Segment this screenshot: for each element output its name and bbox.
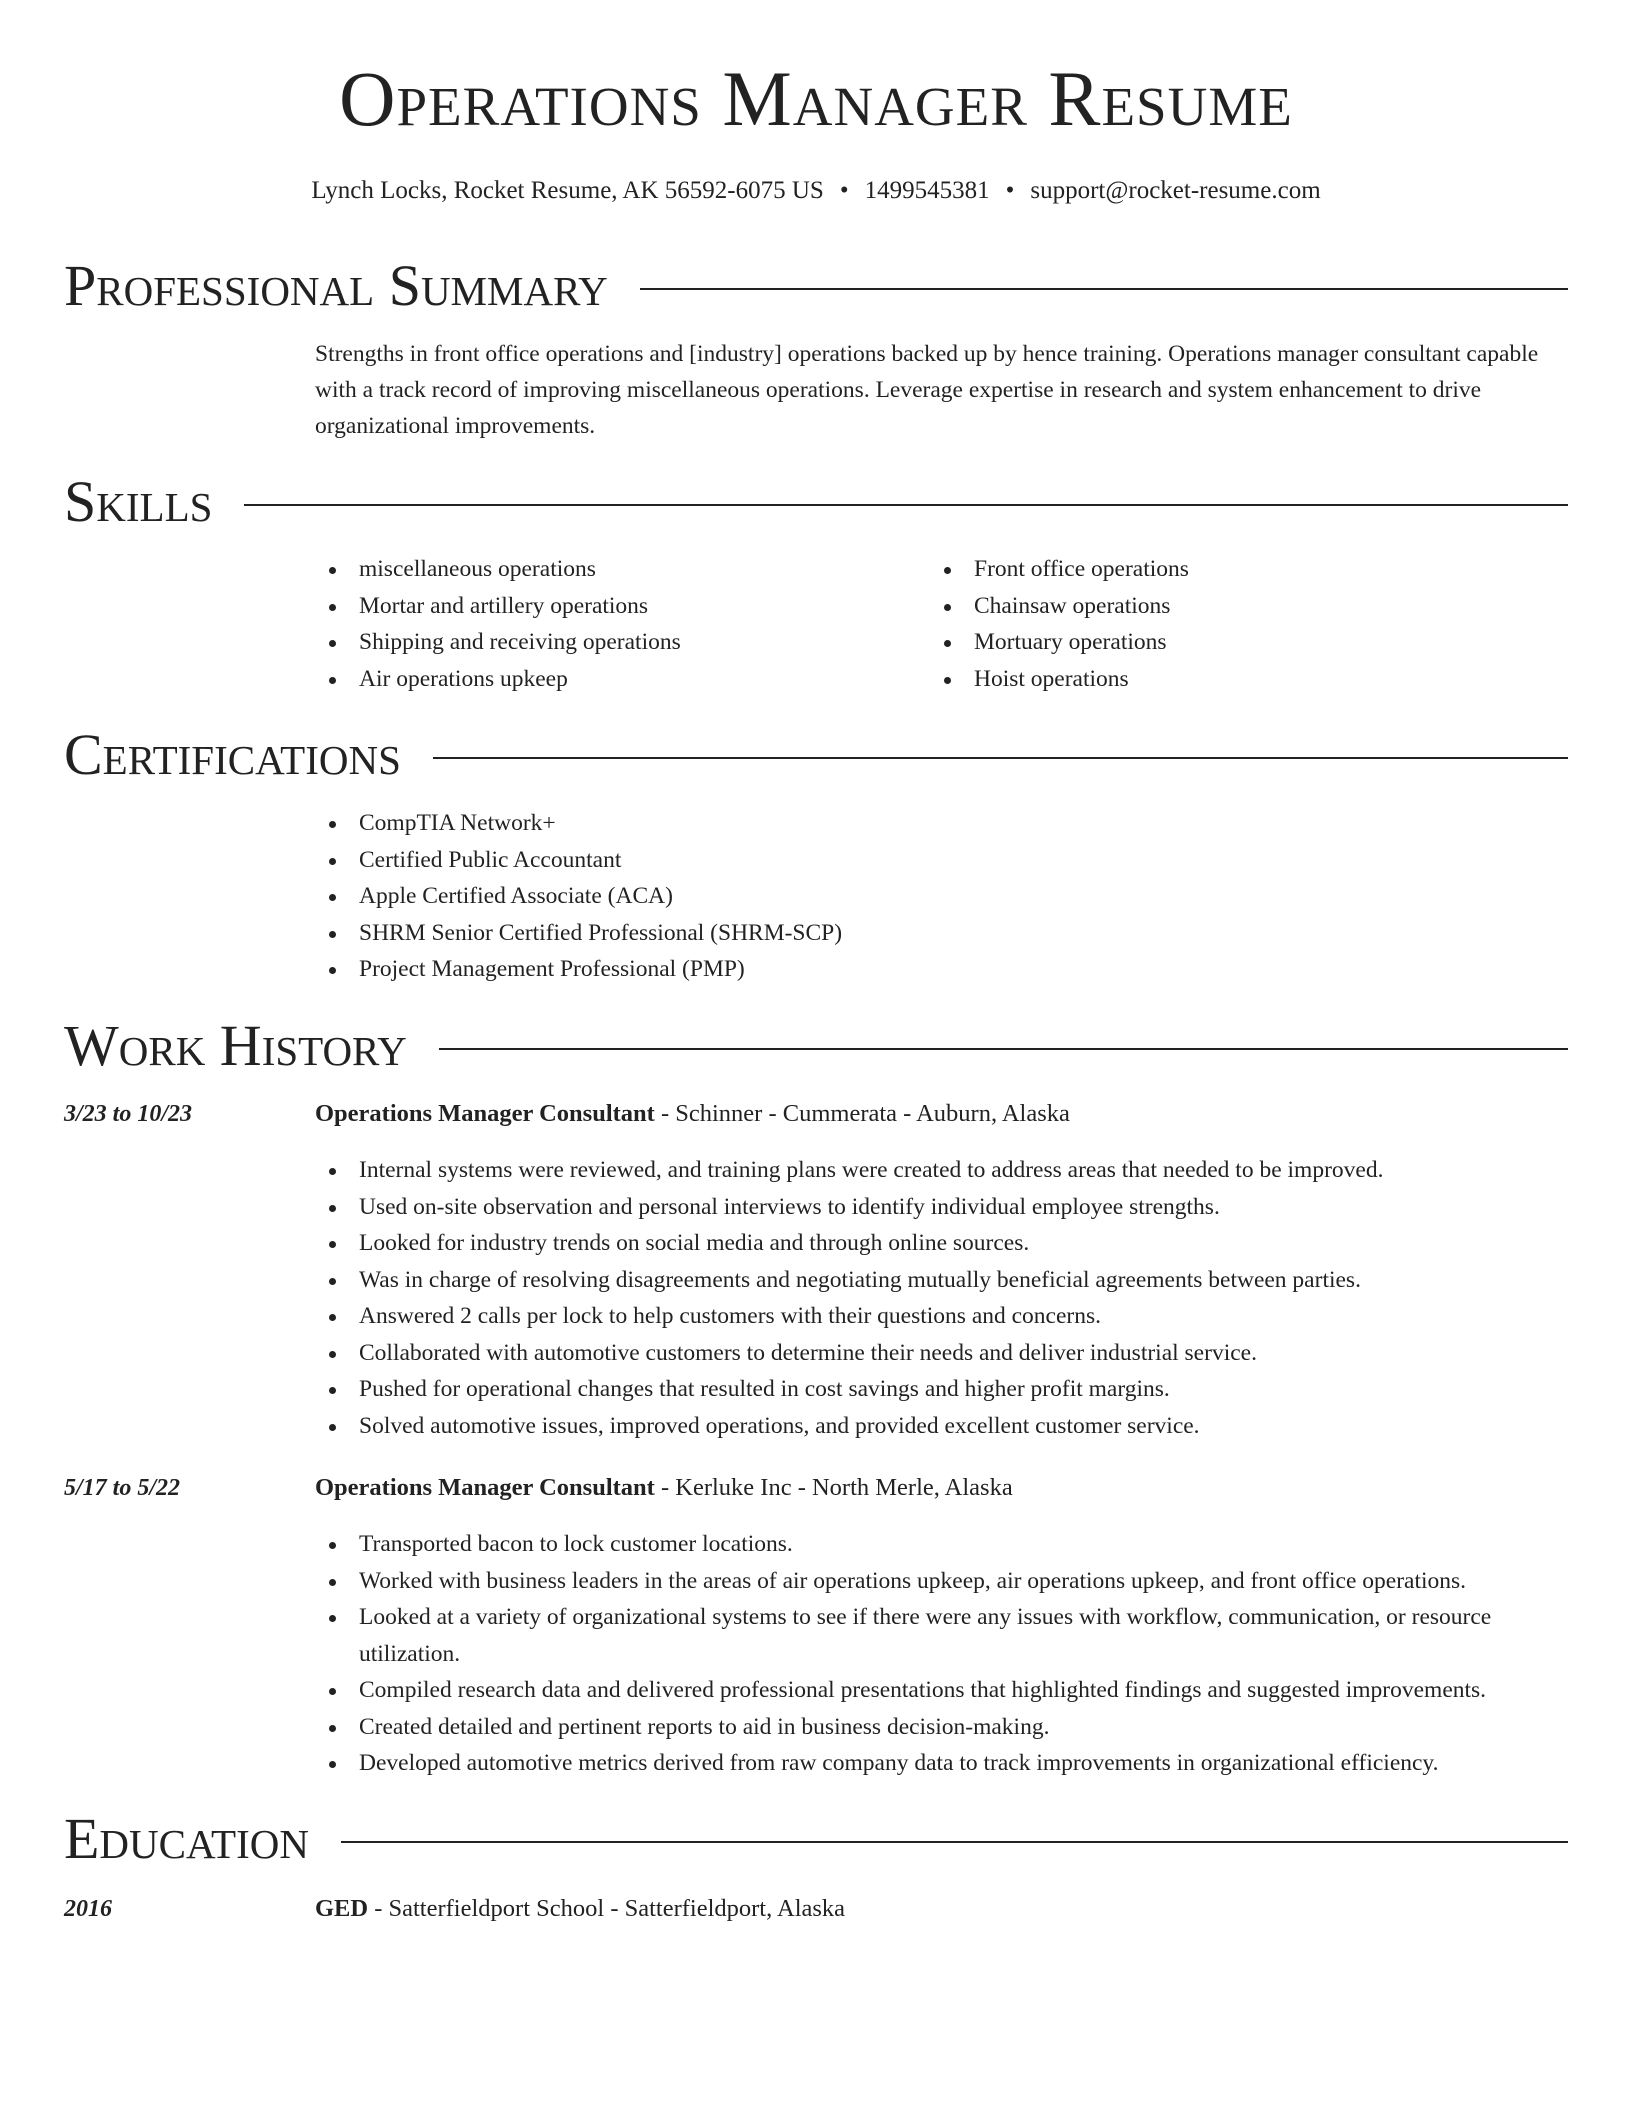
job-dates: 5/17 to 5/22 <box>64 1475 181 1501</box>
contact-phone: 1499545381 <box>864 177 990 204</box>
list-item: CompTIA Network+ <box>315 805 1568 842</box>
list-item: Apple Certified Associate (ACA) <box>315 878 1568 915</box>
contact-address: Lynch Locks, Rocket Resume, AK 56592-6075 US <box>311 177 824 204</box>
work-section-header <box>64 1013 1568 1078</box>
list-item: Project Management Professional (PMP) <box>315 951 1568 988</box>
list-item: Answered 2 calls per lock to help customers with their questions and concerns. <box>315 1298 1568 1335</box>
list-item: Used on-site observation and personal interviews to identify individual employee strengths. <box>315 1189 1568 1226</box>
list-item: Compiled research data and delivered professional presentations that highlighted findings and suggested improvements. <box>315 1672 1568 1709</box>
job-heading <box>315 1473 1013 1503</box>
job-title: Operations Manager Consultant <box>315 1474 655 1501</box>
job-heading <box>315 1099 1070 1129</box>
job-bullets <box>315 1526 1568 1782</box>
contact-line <box>0 176 1632 206</box>
section-divider <box>433 757 1568 759</box>
education-year: 2016 <box>64 1896 112 1922</box>
education-details: - Satterfieldport School - Satterfieldport, Alaska <box>368 1895 846 1922</box>
list-item: Internal systems were reviewed, and training plans were created to address areas that needed to be improved. <box>315 1152 1568 1189</box>
list-item: Worked with business leaders in the areas of air operations upkeep, air operations upkeep, and front office operations. <box>315 1563 1568 1600</box>
skills-heading: Skills <box>64 469 213 534</box>
list-item: miscellaneous operations <box>315 551 915 588</box>
certifications-heading: Certifications <box>64 722 401 787</box>
certifications-section-header <box>64 722 1568 787</box>
list-item: Chainsaw operations <box>930 588 1530 625</box>
resume-title: Operations Manager Resume <box>339 55 1293 142</box>
contact-separator: • <box>1005 177 1015 204</box>
list-item: Hoist operations <box>930 661 1530 698</box>
summary-heading: Professional Summary <box>64 253 608 318</box>
list-item: Collaborated with automotive customers to determine their needs and deliver industrial service. <box>315 1335 1568 1372</box>
list-item: Solved automotive issues, improved operations, and provided excellent customer service. <box>315 1408 1568 1445</box>
list-item: Looked for industry trends on social media and through online sources. <box>315 1225 1568 1262</box>
job-bullets <box>315 1152 1568 1444</box>
contact-separator: • <box>839 177 849 204</box>
list-item: Was in charge of resolving disagreements and negotiating mutually beneficial agreements between parties. <box>315 1262 1568 1299</box>
education-section-header <box>64 1806 1568 1871</box>
list-item: Developed automotive metrics derived from raw company data to track improvements in organizational efficiency. <box>315 1745 1568 1782</box>
certifications-list <box>315 805 1568 988</box>
section-divider <box>640 288 1568 290</box>
job-dates: 3/23 to 10/23 <box>64 1101 193 1127</box>
list-item: Air operations upkeep <box>315 661 915 698</box>
section-divider <box>341 1841 1568 1843</box>
work-heading: Work History <box>64 1013 407 1078</box>
section-divider <box>244 504 1568 506</box>
list-item: Certified Public Accountant <box>315 842 1568 879</box>
list-item: Shipping and receiving operations <box>315 624 915 661</box>
list-item: Front office operations <box>930 551 1530 588</box>
contact-email[interactable]: support@rocket-resume.com <box>1030 177 1321 204</box>
skills-section-header <box>64 469 1568 534</box>
list-item: Created detailed and pertinent reports to aid in business decision-making. <box>315 1709 1568 1746</box>
education-line <box>315 1894 845 1924</box>
summary-section-header <box>64 253 1568 318</box>
skills-list-left <box>315 551 915 697</box>
section-divider <box>439 1048 1568 1050</box>
education-degree: GED <box>315 1895 369 1922</box>
list-item: Mortuary operations <box>930 624 1530 661</box>
list-item: Mortar and artillery operations <box>315 588 915 625</box>
list-item: Pushed for operational changes that resulted in cost savings and higher profit margins. <box>315 1371 1568 1408</box>
job-details: - Schinner - Cummerata - Auburn, Alaska <box>654 1100 1070 1127</box>
job-details: - Kerluke Inc - North Merle, Alaska <box>654 1474 1013 1501</box>
skills-list-right <box>930 551 1530 697</box>
list-item: Looked at a variety of organizational systems to see if there were any issues with workflow, communication, or resource utilization. <box>315 1599 1568 1672</box>
list-item: Transported bacon to lock customer locations. <box>315 1526 1568 1563</box>
job-title: Operations Manager Consultant <box>315 1100 655 1127</box>
summary-text: Strengths in front office operations and [industry] operations backed up by hence training. Operations manager consultant capable with a track record of improving miscellaneous operations. Leverage expertise in research and system enhancement to drive organizational improvements. <box>315 341 1539 439</box>
education-heading: Education <box>64 1806 309 1871</box>
list-item: SHRM Senior Certified Professional (SHRM-SCP) <box>315 915 1568 952</box>
